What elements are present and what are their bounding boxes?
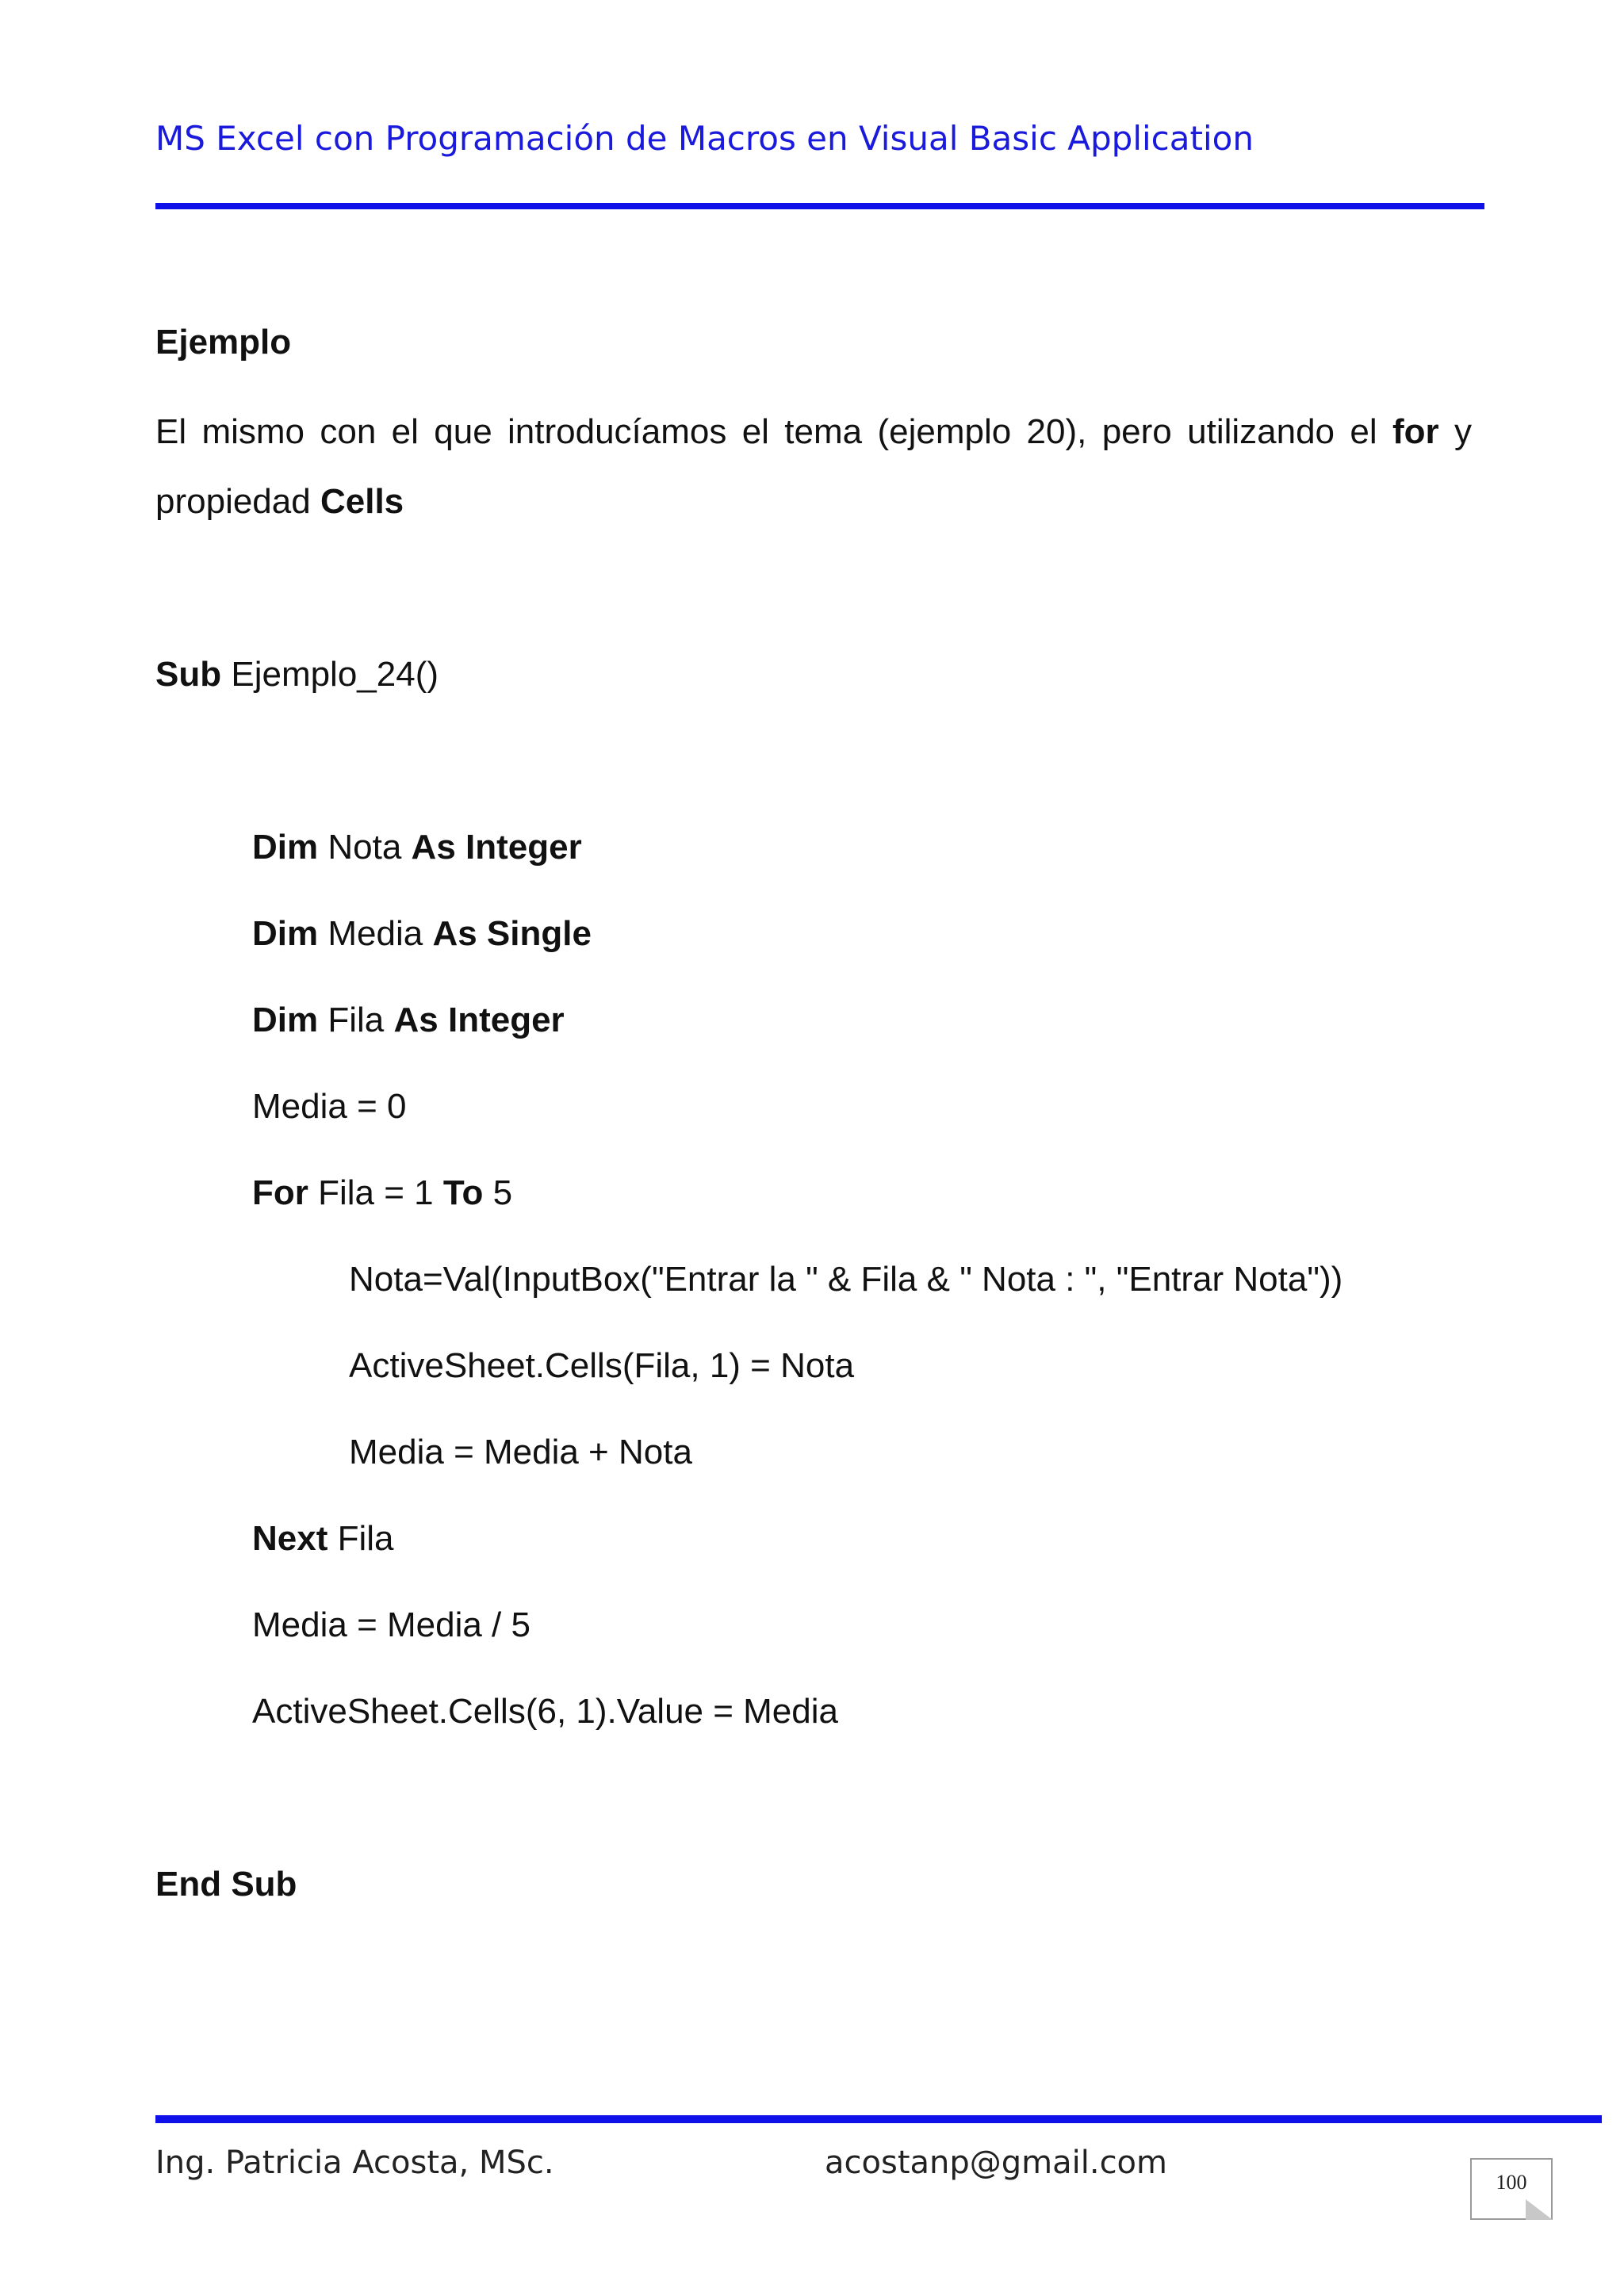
keyword-dim: Dim [252,828,319,867]
for-range-start: Fila = 1 [318,1173,434,1212]
var-media: Media [327,914,423,953]
footer-author: Ing. Patricia Acosta, MSc. [155,2145,554,2181]
code-line-sub [155,655,439,695]
code-line-sum: Media = Media + Nota [349,1433,692,1471]
keyword-for: For [252,1173,308,1212]
keyword-dim: Dim [252,914,319,953]
code-line-dim-fila [252,1001,565,1040]
keyword-next: Next [252,1519,328,1558]
intro-paragraph-line-1 [155,412,1472,452]
intro-text: El mismo con el que introducíamos el tema (ejemplo 20), pero utilizando el [155,412,1377,451]
keyword-as-integer: As Integer [411,828,582,867]
sub-name: Ejemplo_24() [231,655,439,694]
code-line-inputbox: Nota=Val(InputBox("Entrar la " & Fila & " Nota : ", "Entrar Nota")) [349,1260,1343,1299]
code-line-result: ActiveSheet.Cells(6, 1).Value = Media [252,1692,838,1731]
code-line-end-sub: End Sub [155,1865,297,1904]
var-fila: Fila [327,1001,385,1039]
for-range-end: 5 [492,1173,513,1212]
code-line-for [252,1173,512,1213]
keyword-sub: Sub [155,655,222,694]
footer-divider [155,2115,1602,2123]
code-line-cells: ActiveSheet.Cells(Fila, 1) = Nota [349,1346,855,1385]
intro-text-end: y [1454,412,1472,451]
code-line-dim-nota [252,828,582,867]
code-line-dim-media [252,914,592,954]
intro-keyword-cells: Cells [320,482,404,521]
code-line-next [252,1519,394,1559]
page-number-badge [1470,2158,1553,2220]
header-divider [155,203,1484,209]
page-fold-icon [1526,2199,1553,2220]
section-heading: Ejemplo [155,323,292,362]
intro-paragraph-line-2 [155,482,404,522]
intro-text-2: propiedad [155,482,311,521]
keyword-as-integer: As Integer [393,1001,565,1039]
keyword-dim: Dim [252,1001,319,1039]
keyword-as-single: As Single [432,914,592,953]
intro-keyword-for: for [1392,412,1439,451]
next-var: Fila [337,1519,394,1558]
code-line-divide: Media = Media / 5 [252,1605,530,1644]
keyword-to: To [442,1173,484,1212]
footer-email: acostanp@gmail.com [825,2145,1167,2181]
page-number: 100 [1496,2171,1527,2194]
code-line-media-init: Media = 0 [252,1087,407,1126]
header-title: MS Excel con Programación de Macros en Visual Basic Application [155,119,1254,158]
var-nota: Nota [327,828,402,867]
